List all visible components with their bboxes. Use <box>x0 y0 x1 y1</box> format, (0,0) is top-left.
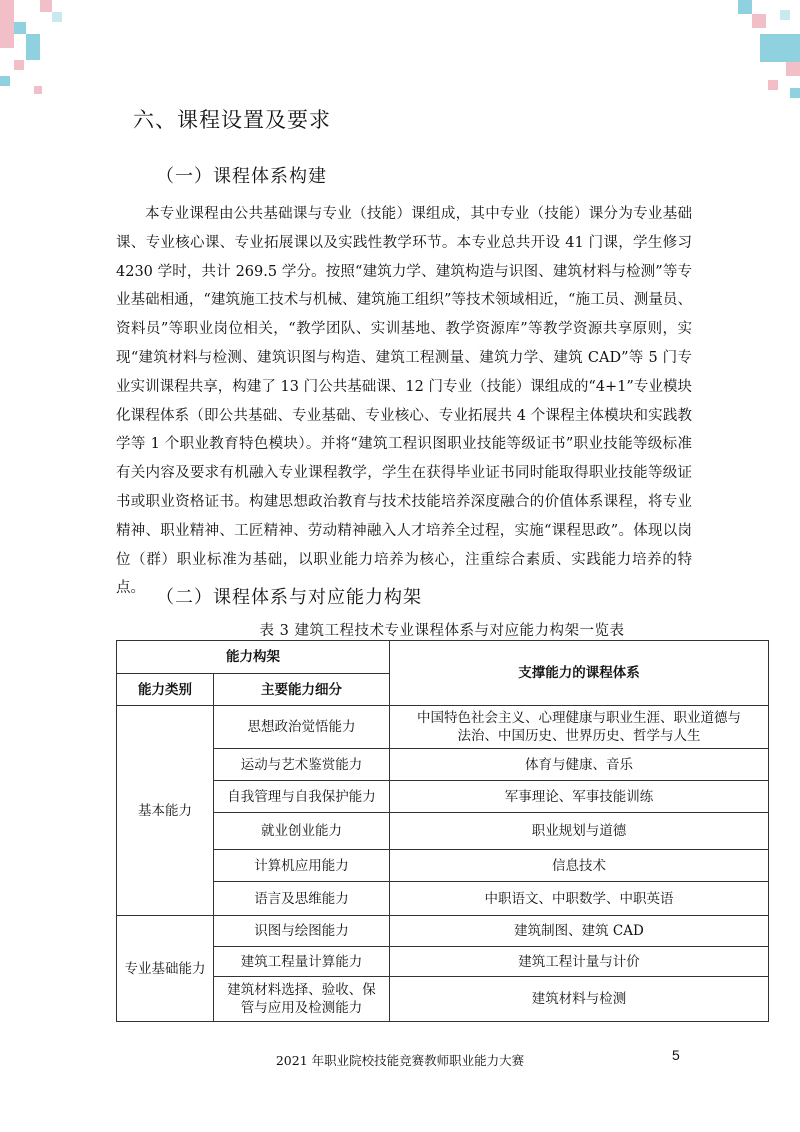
ability-cell: 语言及思维能力 <box>214 882 390 916</box>
courses-cell: 中国特色社会主义、心理健康与职业生涯、职业道德与法治、中国历史、世界历史、哲学与人生 <box>390 706 769 749</box>
courses-cell: 中职语文、中职数学、中职英语 <box>390 882 769 916</box>
courses-cell: 信息技术 <box>390 850 769 882</box>
header-supporting-courses: 支撑能力的课程体系 <box>390 641 769 706</box>
table-row <box>117 813 769 850</box>
table-row <box>117 882 769 916</box>
table-row <box>117 947 769 977</box>
category-cell: 基本能力 <box>117 706 214 916</box>
page-footer: 2021 年职业院校技能竞赛教师职业能力大赛 <box>275 1053 525 1068</box>
table-row <box>117 749 769 781</box>
header-main-ability-detail: 主要能力细分 <box>214 674 390 706</box>
ability-cell: 运动与艺术鉴赏能力 <box>214 749 390 781</box>
table-caption: 表 3 建筑工程技术专业课程体系与对应能力构架一览表 <box>259 623 625 639</box>
subsection-title-1: （一）课程体系构建 <box>156 166 327 187</box>
table-row <box>117 706 769 749</box>
header-ability-category: 能力类别 <box>117 674 214 706</box>
table-row <box>117 850 769 882</box>
ability-cell: 就业创业能力 <box>214 813 390 850</box>
ability-cell: 建筑材料选择、验收、保管与应用及检测能力 <box>214 977 390 1022</box>
ability-cell: 自我管理与自我保护能力 <box>214 781 390 813</box>
courses-cell: 军事理论、军事技能训练 <box>390 781 769 813</box>
table-row <box>117 781 769 813</box>
courses-cell: 建筑工程计量与计价 <box>390 947 769 977</box>
courses-cell: 体育与健康、音乐 <box>390 749 769 781</box>
table-row <box>117 977 769 1022</box>
category-cell: 专业基础能力 <box>117 916 214 1022</box>
table-row <box>117 916 769 947</box>
courses-cell: 建筑材料与检测 <box>390 977 769 1022</box>
ability-framework-table <box>116 640 769 1022</box>
courses-cell: 建筑制图、建筑 CAD <box>390 916 769 947</box>
ability-cell: 建筑工程量计算能力 <box>214 947 390 977</box>
ability-cell: 识图与绘图能力 <box>214 916 390 947</box>
ability-cell: 思想政治觉悟能力 <box>214 706 390 749</box>
courses-cell: 职业规划与道德 <box>390 813 769 850</box>
ability-cell: 计算机应用能力 <box>214 850 390 882</box>
subsection-title-2: （二）课程体系与对应能力构架 <box>156 587 422 608</box>
body-paragraph: 本专业课程由公共基础课与专业（技能）课组成，其中专业（技能）课分为专业基础课、专业核心课、专业拓展课以及实践性教学环节。本专业总共开设 41 门课，学生修习 4230 学时，共计 269.5 学分。按照“建筑力学、建筑构造与识图、建筑材料与检测”等专业基础相通，“建筑施工技术与机械、建筑施工组织”等技术领域相近，“施工员、测量员、资料员”等职业岗位相关，“教学团队、实训基地、教学资源库”等教学资源共享原则，实现“建筑材料与检测、建筑识图与构造、建筑工程测量、建筑力学、建筑 CAD”等 5 门专业实训课程共享，构建了 13 门公共基础课、12 门专业（技能）课组成的“4+1”专业模块化课程体系（即公共基础、专业基础、专业核心、专业拓展共 4 个课程主体模块和实践教学等 1 个职业教育特色模块）。并将“建筑工程识图职业技能等级证书”职业技能等级标准有关内容及要求有机融入专业课程教学，学生在获得毕业证书同时能取得职业技能等级证书或职业资格证书。构建思想政治教育与技术技能培养深度融合的价值体系课程，将专业精神、职业精神、工匠精神、劳动精神融入人才培养全过程，实施“课程思政”。体现以岗位（群）职业标准为基础，以职业能力培养为核心，注重综合素质、实践能力培养的特点。 <box>116 206 692 597</box>
header-ability-framework: 能力构架 <box>117 641 390 674</box>
section-title: 六、课程设置及要求 <box>133 108 331 132</box>
page-number: 5 <box>672 1047 680 1063</box>
